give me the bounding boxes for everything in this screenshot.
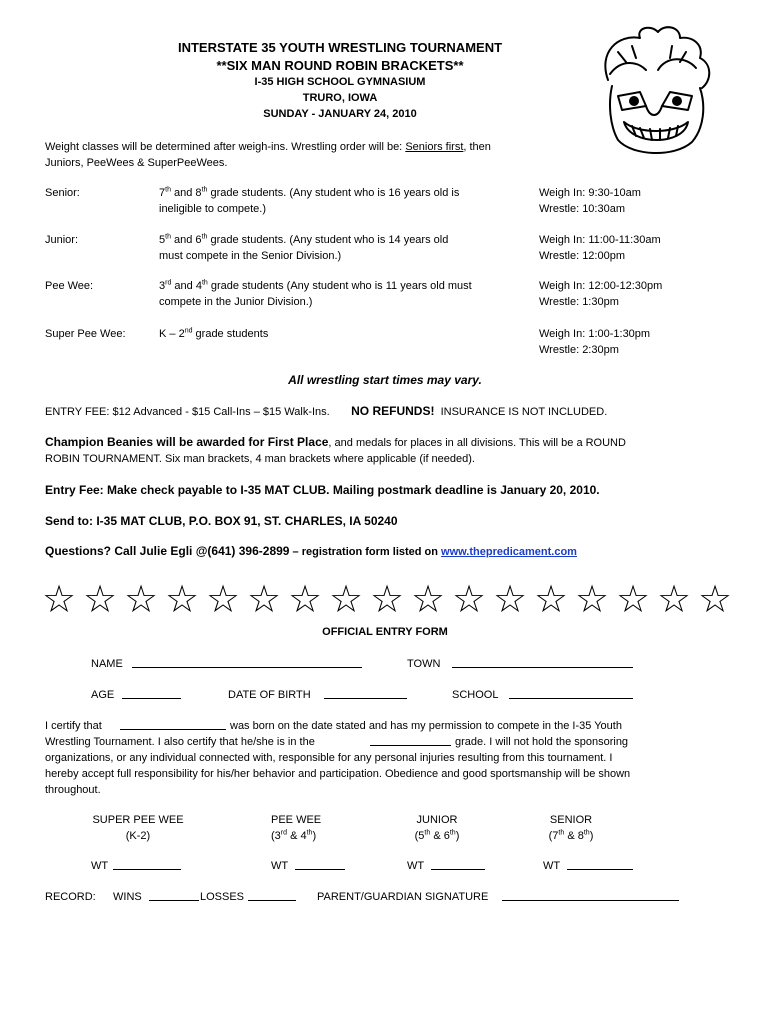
- star-icon: ☆: [370, 579, 405, 621]
- star-icon: ☆: [206, 579, 241, 621]
- star-icon: ☆: [493, 579, 528, 621]
- star-icon: ☆: [452, 579, 487, 621]
- record-label: RECORD:: [45, 891, 96, 903]
- certify-line-2-start: Wrestling Tournament. I also certify that he/she is in the: [45, 736, 315, 748]
- class-super-peewee: SUPER PEE WEE (K-2): [92, 814, 184, 842]
- mailing-address: Send to: I-35 MAT CLUB, P.O. BOX 91, ST. CHARLES, IA 50240: [45, 514, 398, 528]
- questions-line: Questions? Call Julie Egli @(641) 396-2899 – registration form listed on www.thepredicament.com: [45, 544, 577, 558]
- student-name-field[interactable]: [120, 718, 226, 730]
- entry-form-title: OFFICIAL ENTRY FORM: [322, 626, 448, 638]
- awards-paragraph: Champion Beanies will be awarded for First Place, and medals for places in all divisions. This will be a ROUND ROBIN TOURNAMENT. Six man brackets, 4 man brackets where applicable (if needed).: [45, 435, 626, 465]
- no-refunds-label: NO REFUNDS!: [351, 404, 435, 418]
- wt-field-senior[interactable]: [567, 858, 633, 870]
- star-icon: ☆: [329, 579, 364, 621]
- age-field[interactable]: [122, 687, 181, 699]
- division-name-senior: Senior:: [45, 187, 80, 199]
- division-times-peewee: Weigh In: 12:00-12:30pm Wrestle: 1:30pm: [539, 280, 663, 308]
- star-icon: ☆: [534, 579, 569, 621]
- wt-field-super-peewee[interactable]: [113, 858, 181, 870]
- star-icon: ☆: [657, 579, 692, 621]
- dob-field[interactable]: [324, 687, 407, 699]
- age-label: AGE: [91, 689, 115, 701]
- star-icon: ☆: [411, 579, 446, 621]
- star-icon: ☆: [165, 579, 200, 621]
- division-times-super-peewee: Weigh In: 1:00-1:30pm Wrestle: 2:30pm: [539, 328, 651, 356]
- certify-line-3: organizations, or any individual connected with, responsible for any personal injuries resulting from this tournament. I: [45, 752, 613, 764]
- school-field[interactable]: [509, 687, 633, 699]
- town-field[interactable]: [452, 656, 633, 668]
- wt-label-junior: WT: [407, 860, 425, 872]
- division-times-junior: Weigh In: 11:00-11:30am Wrestle: 12:00pm: [539, 234, 661, 262]
- entry-fee-line: ENTRY FEE: $12 Advanced - $15 Call-Ins – $15 Walk-Ins. NO REFUNDS! INSURANCE IS NOT INCLUDED.: [45, 404, 608, 418]
- star-divider: [42, 580, 732, 624]
- name-field[interactable]: [132, 656, 362, 668]
- star-icon: ☆: [83, 579, 118, 621]
- certify-line-2-end: grade. I will not hold the sponsoring: [455, 736, 629, 748]
- certify-line-1-end: was born on the date stated and has my permission to compete in the I-35 Youth: [230, 720, 622, 732]
- wt-field-peewee[interactable]: [295, 858, 345, 870]
- signature-field[interactable]: [502, 889, 679, 901]
- star-icon: ☆: [575, 579, 610, 621]
- mascot-bird-illustration: [588, 22, 718, 172]
- star-icon: ☆: [247, 579, 282, 621]
- wins-field[interactable]: [149, 889, 199, 901]
- wt-label-senior: WT: [543, 860, 561, 872]
- division-desc-peewee: 3rd and 4th grade students (Any student who is 11 years old must compete in the Junior Division.): [159, 279, 472, 308]
- losses-field[interactable]: [248, 889, 296, 901]
- division-name-junior: Junior:: [45, 234, 79, 246]
- certify-line-4: hereby accept full responsibility for his/her behavior and participation. Obedience and good sportsmanship will be shown: [45, 768, 631, 780]
- tournament-title: INTERSTATE 35 YOUTH WRESTLING TOURNAMENT: [177, 40, 503, 55]
- wt-field-junior[interactable]: [431, 858, 485, 870]
- grade-field[interactable]: [370, 734, 451, 746]
- start-times-note: All wrestling start times may vary.: [288, 373, 482, 387]
- school-label: SCHOOL: [452, 689, 499, 701]
- wt-label-super-peewee: WT: [91, 860, 109, 872]
- class-junior: JUNIOR (5th & 6th): [414, 814, 460, 842]
- wins-label: WINS: [113, 891, 142, 903]
- division-desc-super-peewee: K – 2nd grade students: [159, 327, 269, 340]
- division-name-peewee: Pee Wee:: [45, 280, 94, 292]
- division-name-super-peewee: Super Pee Wee:: [45, 328, 126, 340]
- name-label: NAME: [91, 658, 123, 670]
- signature-label: PARENT/GUARDIAN SIGNATURE: [317, 891, 489, 903]
- losses-label: LOSSES: [200, 891, 245, 903]
- class-senior: SENIOR (7th & 8th): [548, 814, 594, 842]
- division-desc-senior: 7th and 8th grade students. (Any student who is 16 years old is ineligible to compete.): [159, 186, 460, 215]
- star-icon: ☆: [698, 579, 733, 621]
- seniors-first-emphasis: Seniors first: [405, 141, 464, 153]
- venue: I-35 HIGH SCHOOL GYMNASIUM: [254, 76, 426, 88]
- star-icon: ☆: [124, 579, 159, 621]
- certify-line-5: throughout.: [45, 784, 101, 796]
- website-link[interactable]: www.thepredicament.com: [441, 546, 577, 558]
- tournament-subtitle: **SIX MAN ROUND ROBIN BRACKETS**: [216, 58, 464, 73]
- town-label: TOWN: [407, 658, 441, 670]
- city: TRURO, IOWA: [302, 92, 378, 104]
- intro-paragraph: Weight classes will be determined after weigh-ins. Wrestling order will be: Seniors first, then Juniors, PeeWees & SuperPeeWees.: [45, 141, 491, 169]
- star-icon: ☆: [288, 579, 323, 621]
- star-icon: ☆: [616, 579, 651, 621]
- class-peewee: PEE WEE (3rd & 4th): [271, 814, 322, 842]
- certify-line-1-start: I certify that: [45, 720, 102, 732]
- dob-label: DATE OF BIRTH: [228, 689, 311, 701]
- star-icon: ☆: [42, 579, 77, 621]
- wt-label-peewee: WT: [271, 860, 289, 872]
- division-desc-junior: 5th and 6th grade students. (Any student who is 14 years old must compete in the Senior Division.): [159, 233, 449, 262]
- event-date: SUNDAY - JANUARY 24, 2010: [263, 108, 417, 120]
- payment-instructions: Entry Fee: Make check payable to I-35 MAT CLUB. Mailing postmark deadline is January 20, 2010.: [45, 483, 600, 497]
- division-times-senior: Weigh In: 9:30-10am Wrestle: 10:30am: [539, 187, 641, 215]
